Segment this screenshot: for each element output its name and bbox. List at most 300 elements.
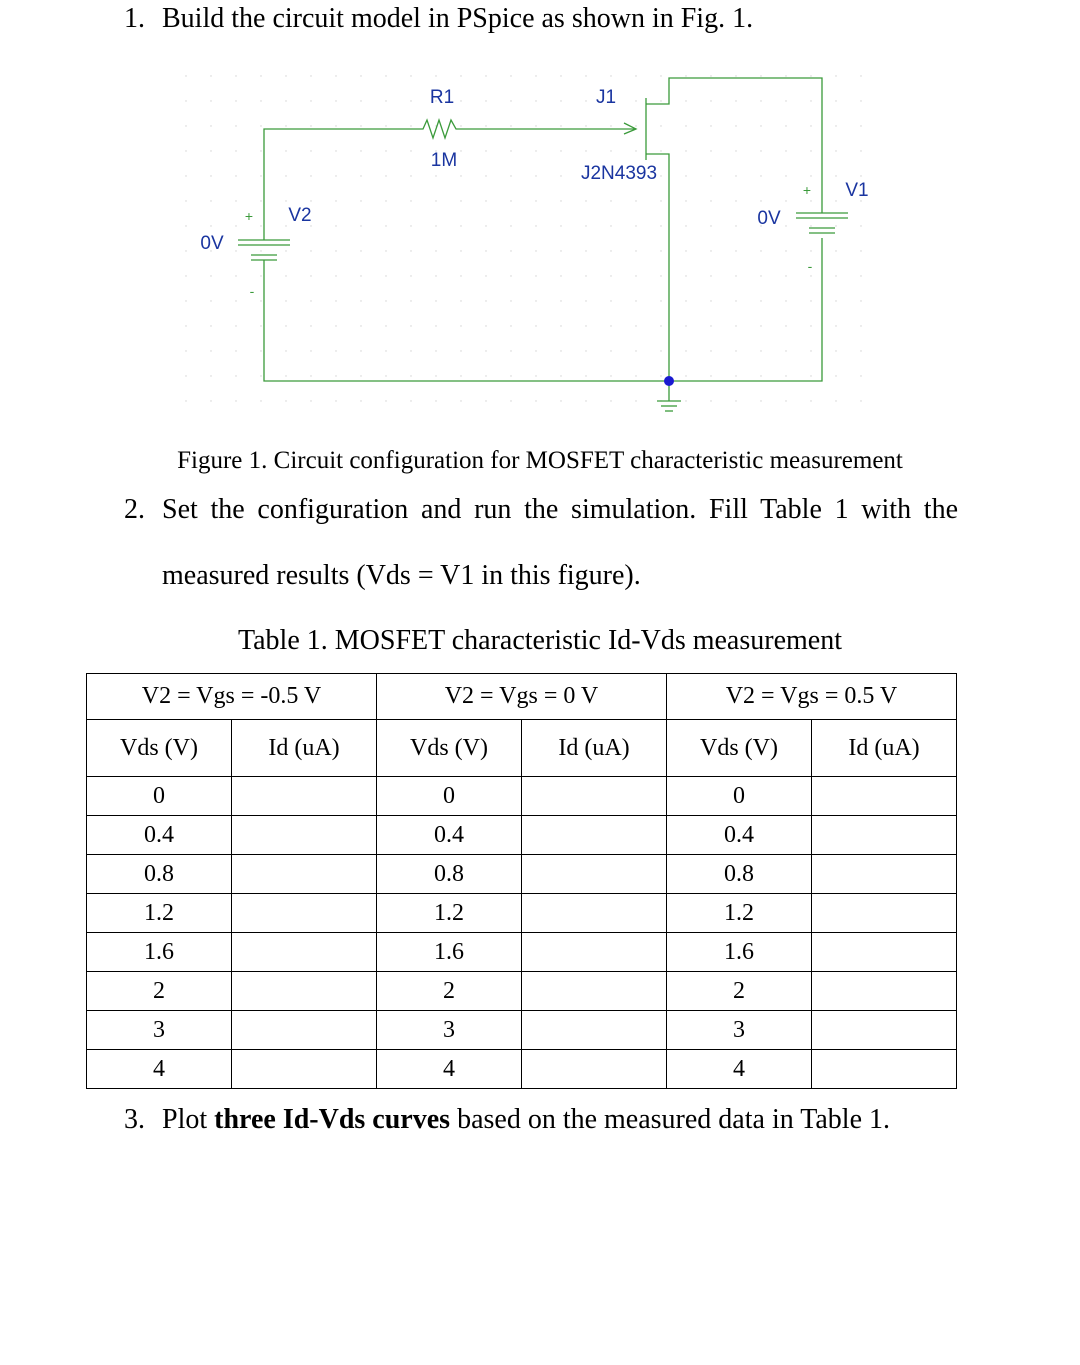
grid-dot: [285, 350, 286, 351]
grid-dot: [460, 225, 461, 226]
grid-dot: [310, 325, 311, 326]
wire-drain-to-v1: [646, 78, 822, 213]
id-cell[interactable]: [522, 972, 667, 1011]
grid-dot: [210, 175, 211, 176]
grid-dot: [685, 350, 686, 351]
grid-dot: [285, 75, 286, 76]
grid-dot: [385, 125, 386, 126]
grid-dot: [310, 175, 311, 176]
grid-dot: [785, 375, 786, 376]
figure-caption: Figure 1. Circuit configuration for MOSFET characteristic measurement: [177, 447, 903, 474]
grid-dot: [485, 350, 486, 351]
grid-dot: [535, 200, 536, 201]
id-cell[interactable]: [232, 972, 377, 1011]
source-v2: [238, 240, 290, 260]
id-cell[interactable]: [232, 933, 377, 972]
grid-dot: [360, 375, 361, 376]
grid-dot: [260, 300, 261, 301]
step-2: [124, 477, 960, 609]
grid-dot: [385, 175, 386, 176]
grid-dot: [185, 375, 186, 376]
r1-value-label: 1M: [430, 150, 458, 171]
col-header-vds: Vds (V): [667, 720, 812, 777]
grid-dot: [735, 400, 736, 401]
grid-dot: [710, 225, 711, 226]
grid-dot: [710, 325, 711, 326]
step-text-post: based on the measured data in Table 1.: [450, 1104, 890, 1135]
grid-dot: [710, 100, 711, 101]
grid-dot: [385, 75, 386, 76]
grid-dot: [510, 225, 511, 226]
grid-dot: [585, 350, 586, 351]
grid-dot: [710, 350, 711, 351]
grid-dot: [685, 125, 686, 126]
table-title: Table 1. MOSFET characteristic Id-Vds measurement: [237, 625, 842, 656]
grid-dot: [510, 300, 511, 301]
grid-dot: [460, 400, 461, 401]
grid-dot: [835, 225, 836, 226]
step-3: [124, 1087, 984, 1153]
grid-dot: [710, 375, 711, 376]
grid-dot: [860, 75, 861, 76]
grid-dot: [735, 325, 736, 326]
grid-dot: [560, 300, 561, 301]
grid-dot: [560, 200, 561, 201]
grid-dot: [435, 75, 436, 76]
grid-dot: [260, 275, 261, 276]
grid-dot: [835, 300, 836, 301]
grid-dot: [260, 350, 261, 351]
grid-dot: [835, 100, 836, 101]
vds-cell: 1.2: [87, 894, 232, 933]
id-cell[interactable]: [522, 1050, 667, 1089]
grid-dot: [735, 200, 736, 201]
grid-dot: [535, 225, 536, 226]
grid-dot: [660, 75, 661, 76]
grid-dot: [285, 225, 286, 226]
grid-dot: [635, 250, 636, 251]
vds-cell: 4: [87, 1050, 232, 1089]
id-cell[interactable]: [812, 855, 957, 894]
grid-dot: [810, 300, 811, 301]
col-header-id: Id (uA): [232, 720, 377, 777]
grid-dot: [260, 200, 261, 201]
grid-dot: [860, 375, 861, 376]
grid-dot: [760, 400, 761, 401]
id-cell[interactable]: [522, 933, 667, 972]
grid-dot: [360, 400, 361, 401]
grid-dot: [385, 200, 386, 201]
grid-dot: [485, 250, 486, 251]
grid-dot: [585, 400, 586, 401]
grid-dot: [860, 100, 861, 101]
id-cell[interactable]: [232, 1011, 377, 1050]
grid-dot: [335, 275, 336, 276]
grid-dot: [860, 250, 861, 251]
grid-dot: [585, 300, 586, 301]
grid-dot: [635, 225, 636, 226]
grid-dot: [735, 75, 736, 76]
grid-dot: [185, 300, 186, 301]
wire-v2-to-r1: [264, 129, 408, 240]
grid-dot: [810, 400, 811, 401]
grid-dot: [335, 100, 336, 101]
id-cell[interactable]: [232, 894, 377, 933]
vds-cell: 0.4: [87, 816, 232, 855]
grid-dot: [760, 175, 761, 176]
id-cell[interactable]: [232, 816, 377, 855]
grid-dot: [435, 300, 436, 301]
grid-dot: [360, 100, 361, 101]
grid-dot: [260, 325, 261, 326]
grid-dot: [585, 325, 586, 326]
grid-dot: [260, 400, 261, 401]
grid-dot: [235, 75, 236, 76]
grid-dot: [335, 325, 336, 326]
grid-dot: [685, 75, 686, 76]
grid-dot: [660, 300, 661, 301]
grid-dot: [310, 250, 311, 251]
id-cell[interactable]: [522, 816, 667, 855]
id-cell[interactable]: [812, 1050, 957, 1089]
grid-dot: [460, 350, 461, 351]
grid-dot: [585, 75, 586, 76]
id-cell[interactable]: [522, 855, 667, 894]
grid-dot: [335, 175, 336, 176]
grid-dot: [235, 100, 236, 101]
grid-dot: [785, 175, 786, 176]
grid-dot: [635, 325, 636, 326]
grid-dot: [810, 375, 811, 376]
grid-dot: [185, 400, 186, 401]
grid-dot: [660, 250, 661, 251]
grid-dot: [735, 375, 736, 376]
id-cell[interactable]: [812, 777, 957, 816]
vds-cell: 4: [377, 1050, 522, 1089]
id-cell[interactable]: [522, 1011, 667, 1050]
grid-dot: [260, 125, 261, 126]
grid-dot: [710, 75, 711, 76]
grid-dot: [460, 250, 461, 251]
step-text-pre: Plot: [162, 1104, 215, 1135]
grid-dot: [510, 125, 511, 126]
grid-dot: [435, 200, 436, 201]
grid-dot: [660, 150, 661, 151]
grid-dot: [610, 250, 611, 251]
grid-dot: [210, 150, 211, 151]
grid-dot: [335, 200, 336, 201]
grid-dot: [210, 125, 211, 126]
grid-dot: [310, 275, 311, 276]
grid-dot: [760, 250, 761, 251]
grid-dot: [485, 175, 486, 176]
grid-dot: [360, 175, 361, 176]
ground-node-dot: [664, 376, 674, 386]
id-cell[interactable]: [812, 894, 957, 933]
grid-dot: [685, 175, 686, 176]
step-text: Build the circuit model in PSpice as shown in Fig. 1.: [162, 3, 754, 34]
grid-dot: [235, 325, 236, 326]
grid-dot: [360, 75, 361, 76]
grid-dot: [785, 400, 786, 401]
grid-dot: [510, 200, 511, 201]
grid-dot: [610, 325, 611, 326]
grid-dot: [210, 275, 211, 276]
col-header-id: Id (uA): [522, 720, 667, 777]
grid-dot: [660, 225, 661, 226]
measurement-table: [86, 673, 957, 1089]
v1-value-label: 0V: [757, 208, 781, 229]
grid-dot: [310, 150, 311, 151]
grid-dot: [685, 325, 686, 326]
grid-dot: [810, 150, 811, 151]
grid-dot: [485, 100, 486, 101]
vds-cell: 2: [87, 972, 232, 1011]
grid-dot: [560, 325, 561, 326]
grid-dot: [760, 100, 761, 101]
grid-dot: [185, 225, 186, 226]
v1-ref-label: V1: [845, 180, 869, 201]
grid-dot: [810, 75, 811, 76]
grid-dot: [585, 275, 586, 276]
grid-dot: [285, 250, 286, 251]
vds-cell: 0: [667, 777, 812, 816]
grid-dot: [610, 300, 611, 301]
grid-dot: [210, 100, 211, 101]
id-cell[interactable]: [812, 1011, 957, 1050]
grid-dot: [310, 100, 311, 101]
grid-dot: [735, 250, 736, 251]
grid-dot: [510, 325, 511, 326]
grid-dot: [460, 200, 461, 201]
v1-plus: +: [802, 182, 812, 198]
grid-dot: [260, 375, 261, 376]
id-cell[interactable]: [522, 777, 667, 816]
grid-dot: [760, 275, 761, 276]
v1-minus: -: [807, 258, 813, 274]
grid-dot: [610, 400, 611, 401]
grid-dot: [610, 200, 611, 201]
grid-dot: [560, 100, 561, 101]
grid-dot: [235, 275, 236, 276]
grid-dot: [785, 225, 786, 226]
grid-dot: [210, 75, 211, 76]
grid-dot: [460, 150, 461, 151]
grid-dot: [410, 150, 411, 151]
grid-dot: [610, 375, 611, 376]
grid-dot: [585, 125, 586, 126]
grid-dot: [510, 75, 511, 76]
grid-dot: [260, 150, 261, 151]
grid-dot: [660, 325, 661, 326]
grid-dot: [560, 150, 561, 151]
id-cell[interactable]: [812, 972, 957, 1011]
grid-dot: [435, 325, 436, 326]
grid-dot: [685, 400, 686, 401]
grid-dot: [385, 225, 386, 226]
id-cell[interactable]: [232, 777, 377, 816]
grid-dot: [685, 300, 686, 301]
id-cell[interactable]: [812, 816, 957, 855]
grid-dot: [735, 350, 736, 351]
grid-dot: [485, 200, 486, 201]
vds-cell: 0.8: [667, 855, 812, 894]
grid-dot: [510, 275, 511, 276]
grid-dot: [285, 125, 286, 126]
table-row: [87, 777, 957, 816]
grid-dot: [185, 175, 186, 176]
grid-dot: [410, 125, 411, 126]
grid-dot: [485, 125, 486, 126]
grid-dot: [310, 125, 311, 126]
grid-dot: [510, 400, 511, 401]
grid-dot: [510, 350, 511, 351]
grid-dot: [860, 275, 861, 276]
grid-dot: [510, 175, 511, 176]
step-number: 3.: [124, 1104, 145, 1135]
wire-bottom: [264, 238, 822, 381]
table-body: [87, 777, 957, 1089]
grid-dot: [710, 300, 711, 301]
grid-dot: [460, 325, 461, 326]
v2-ref-label: V2: [288, 205, 312, 226]
grid-dot: [760, 350, 761, 351]
table-row: [87, 972, 957, 1011]
column-header-row: [87, 720, 957, 777]
grid-dot: [435, 225, 436, 226]
grid-dot: [335, 375, 336, 376]
grid-dot: [560, 75, 561, 76]
grid-dot: [610, 350, 611, 351]
grid-dot: [360, 325, 361, 326]
grid-dot: [635, 350, 636, 351]
grid-dot: [385, 350, 386, 351]
grid-dot: [260, 250, 261, 251]
grid-dot: [710, 250, 711, 251]
grid-dot: [185, 200, 186, 201]
grid-dot: [760, 375, 761, 376]
grid-dot: [785, 150, 786, 151]
vds-cell: 3: [87, 1011, 232, 1050]
grid-dot: [585, 225, 586, 226]
grid-dot: [385, 275, 386, 276]
grid-dot: [210, 400, 211, 401]
grid-dot: [285, 150, 286, 151]
grid-dot: [435, 275, 436, 276]
grid-dot: [410, 100, 411, 101]
grid-dot: [635, 150, 636, 151]
grid-dot: [560, 275, 561, 276]
id-cell[interactable]: [522, 894, 667, 933]
grid-dot: [560, 225, 561, 226]
grid-dot: [835, 400, 836, 401]
grid-dot: [285, 300, 286, 301]
grid-dot: [660, 175, 661, 176]
grid-dot: [785, 350, 786, 351]
grid-dot: [810, 225, 811, 226]
grid-dot: [685, 225, 686, 226]
grid-dot: [560, 125, 561, 126]
grid-dot: [460, 375, 461, 376]
grid-dot: [835, 275, 836, 276]
grid-dot: [710, 400, 711, 401]
grid-dot: [310, 300, 311, 301]
vds-cell: 1.6: [667, 933, 812, 972]
grid-dot: [660, 375, 661, 376]
id-cell[interactable]: [232, 1050, 377, 1089]
grid-dot: [360, 275, 361, 276]
grid-dot: [210, 375, 211, 376]
grid-dot: [685, 200, 686, 201]
grid-dot: [185, 275, 186, 276]
grid-dot: [860, 150, 861, 151]
table-row: [87, 1011, 957, 1050]
grid-dot: [485, 225, 486, 226]
grid-dot: [185, 325, 186, 326]
grid-dot: [835, 175, 836, 176]
grid-dot: [360, 200, 361, 201]
id-cell[interactable]: [232, 855, 377, 894]
schematic-grid: [185, 75, 861, 401]
j1-ref-label: J1: [595, 87, 617, 108]
grid-dot: [760, 200, 761, 201]
grid-dot: [535, 375, 536, 376]
grid-dot: [835, 75, 836, 76]
grid-dot: [635, 400, 636, 401]
grid-dot: [485, 75, 486, 76]
grid-dot: [760, 300, 761, 301]
grid-dot: [835, 375, 836, 376]
grid-dot: [760, 125, 761, 126]
grid-dot: [410, 200, 411, 201]
grid-dot: [585, 375, 586, 376]
grid-dot: [410, 225, 411, 226]
grid-dot: [760, 75, 761, 76]
grid-dot: [185, 350, 186, 351]
grid-dot: [610, 125, 611, 126]
grid-dot: [685, 375, 686, 376]
grid-dot: [535, 250, 536, 251]
vds-cell: 1.2: [667, 894, 812, 933]
grid-dot: [685, 275, 686, 276]
grid-dot: [460, 75, 461, 76]
grid-dot: [410, 350, 411, 351]
grid-dot: [810, 275, 811, 276]
vds-cell: 0.8: [377, 855, 522, 894]
grid-dot: [335, 75, 336, 76]
grid-dot: [810, 100, 811, 101]
grid-dot: [835, 200, 836, 201]
grid-dot: [835, 350, 836, 351]
grid-dot: [635, 300, 636, 301]
grid-dot: [535, 75, 536, 76]
resistor-r1: [408, 120, 466, 138]
grid-dot: [310, 400, 311, 401]
grid-dot: [785, 75, 786, 76]
grid-dot: [510, 250, 511, 251]
grid-dot: [810, 200, 811, 201]
grid-dot: [235, 200, 236, 201]
grid-dot: [460, 275, 461, 276]
id-cell[interactable]: [812, 933, 957, 972]
grid-dot: [560, 175, 561, 176]
grid-dot: [635, 200, 636, 201]
vds-cell: 0: [87, 777, 232, 816]
grid-dot: [535, 400, 536, 401]
grid-dot: [460, 300, 461, 301]
grid-dot: [260, 100, 261, 101]
grid-dot: [285, 200, 286, 201]
